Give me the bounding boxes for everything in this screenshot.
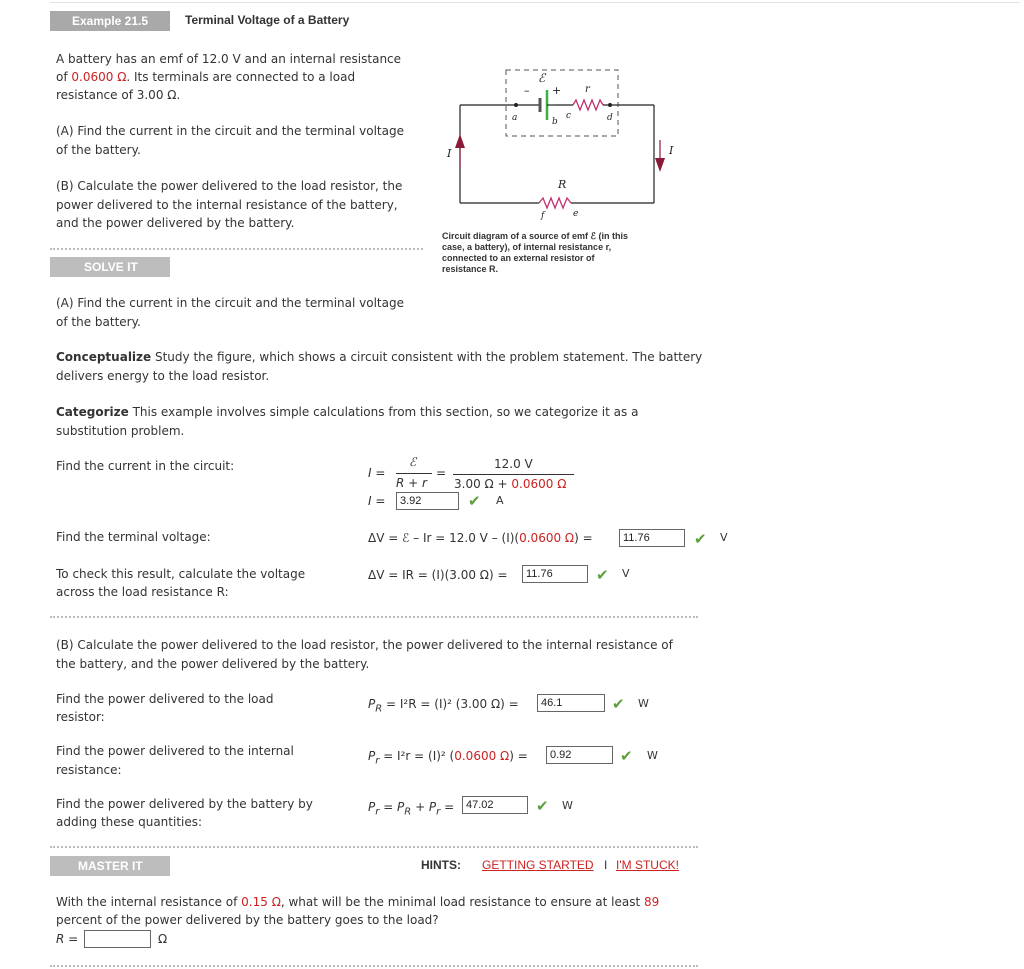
text: This example involves simple calculations from this section, so we categorize it as a — [128, 405, 639, 419]
master-it-label: MASTER IT — [50, 856, 170, 876]
terminal-unit: V — [720, 531, 728, 544]
categorize-line-2: substitution problem. — [56, 424, 185, 438]
question-b-line-1: (B) Calculate the power delivered to the load resistor, the — [56, 179, 403, 193]
circuit-diagram — [440, 60, 700, 230]
text: r — [436, 806, 441, 818]
categorize-line-1 — [56, 403, 638, 422]
text: 3.00 Ω + — [454, 477, 512, 491]
caption-line: case, a battery), of internal resistance r, — [442, 242, 612, 252]
question-b-line-2: power delivered to the internal resistance of the battery, — [56, 198, 398, 212]
check-icon: ✔ — [468, 492, 481, 510]
solve-qa-line-1: (A) Find the current in the circuit and the terminal voltage — [56, 296, 404, 310]
caption-line: resistance R. — [442, 264, 499, 274]
solve-qb-line-1: (B) Calculate the power delivered to the load resistor, the power delivered to the internal resistance of — [56, 638, 673, 652]
text: = — [440, 800, 455, 814]
eq-I: I = — [368, 466, 386, 480]
top-border — [50, 2, 1020, 3]
check-equation: ΔV = IR = (I)(3.00 Ω) = — [368, 568, 508, 582]
terminal-voltage-field[interactable]: 11.76 — [619, 529, 685, 547]
figure-caption — [442, 231, 628, 275]
text: ΔV = ℰ – Ir = 12.0 V – (I)( — [368, 531, 520, 545]
text: P — [368, 697, 376, 711]
problem-line-2 — [56, 68, 355, 87]
check-icon: ✔ — [612, 695, 625, 713]
question-b-line-3: and the power delivered by the battery. — [56, 216, 295, 230]
resistor-R — [539, 198, 571, 208]
text: = I²R = (I)² (3.00 Ω) = — [382, 697, 519, 711]
battery-power-equation — [368, 800, 454, 817]
text: = I²r = (I)² ( — [379, 749, 455, 763]
hint-im-stuck-link[interactable]: I'M STUCK! — [616, 858, 679, 872]
text: ) = — [574, 531, 593, 545]
text: ) = — [509, 749, 528, 763]
b-label: b — [552, 117, 558, 127]
e-label: e — [573, 209, 579, 219]
text: r — [375, 806, 380, 818]
eq-I-2: I = — [368, 494, 386, 508]
eq-equals: = — [436, 466, 447, 480]
master-r-input[interactable] — [84, 930, 151, 948]
terminal-equation — [368, 531, 593, 545]
categorize-heading: Categorize — [56, 405, 129, 419]
check-unit: V — [622, 567, 630, 580]
conceptualize-line-1 — [56, 348, 702, 367]
internal-power-field[interactable]: 0.92 — [546, 746, 613, 764]
battery-power-unit: W — [562, 799, 573, 812]
text: P — [368, 800, 376, 814]
check-icon: ✔ — [536, 797, 549, 815]
r-label: r — [585, 84, 590, 95]
fraction-2-num: 12.0 V — [494, 457, 533, 471]
conceptualize-line-2: delivers energy to the load resistor. — [56, 369, 270, 383]
solve-qa-line-2: of the battery. — [56, 315, 141, 329]
fraction-1-num: ℰ — [409, 455, 417, 469]
conceptualize-heading: Conceptualize — [56, 350, 152, 364]
text: 0.0600 Ω — [454, 749, 510, 763]
separator-dots — [50, 846, 698, 848]
text: , what will be the minimal load resistance to ensure at least — [280, 895, 644, 909]
fraction-2-bar — [453, 474, 574, 475]
fraction-2-den — [454, 477, 566, 491]
internal-power-equation — [368, 749, 528, 766]
check-voltage-field[interactable]: 11.76 — [522, 565, 588, 583]
text: 0.15 Ω — [241, 895, 281, 909]
internal-resistance-value: 0.0600 Ω — [71, 70, 127, 84]
text: + P — [411, 800, 437, 814]
check-icon: ✔ — [620, 747, 633, 765]
text: With the internal resistance of — [56, 895, 242, 909]
emf-label: ℰ — [538, 71, 546, 85]
caption-line: Circuit diagram of a source of emf ℰ (in this — [442, 231, 628, 241]
R-label: R — [558, 178, 567, 191]
master-question-line-1 — [56, 893, 659, 912]
internal-power-unit: W — [647, 749, 658, 762]
terminal-a — [514, 103, 518, 107]
solve-it-label: SOLVE IT — [50, 257, 170, 277]
internal-power-line-2: resistance: — [56, 763, 122, 777]
separator-dots — [50, 616, 698, 618]
text: r — [375, 755, 380, 767]
text: of — [56, 70, 72, 84]
d-label: d — [607, 113, 613, 123]
caption-line: connected to an external resistor of — [442, 253, 595, 263]
text: = P — [379, 800, 405, 814]
solve-qb-line-2: the battery, and the power delivered by the battery. — [56, 657, 370, 671]
text: P — [368, 749, 376, 763]
find-current-label: Find the current in the circuit: — [56, 459, 235, 473]
question-a-line-2: of the battery. — [56, 143, 141, 157]
text: Study the figure, which shows a circuit consistent with the problem statement. The battery — [151, 350, 703, 364]
c-label: c — [566, 111, 572, 121]
problem-line-1: A battery has an emf of 12.0 V and an internal resistance — [56, 52, 402, 66]
current-arrowhead-right — [655, 158, 665, 172]
resistor-r — [573, 100, 603, 110]
separator-dots — [50, 248, 423, 250]
find-terminal-label: Find the terminal voltage: — [56, 530, 211, 544]
a-label: a — [512, 113, 518, 123]
battery-power-line-2: adding these quantities: — [56, 815, 203, 829]
I-left-label: I — [447, 147, 452, 160]
text: R — [375, 703, 383, 715]
check-line-1: To check this result, calculate the voltage — [56, 567, 306, 581]
plus-label: + — [552, 84, 562, 97]
check-icon: ✔ — [596, 566, 609, 584]
load-power-field[interactable]: 46.1 — [537, 694, 605, 712]
example-label: Example 21.5 — [50, 11, 170, 31]
hints-label: HINTS: — [421, 858, 461, 872]
f-label: f — [541, 211, 545, 221]
I-right-label: I — [669, 144, 674, 157]
text: R — [404, 806, 412, 818]
separator-dots — [50, 965, 698, 967]
battery-power-field[interactable]: 47.02 — [462, 796, 528, 814]
hint-getting-started-link[interactable]: GETTING STARTED — [482, 858, 594, 872]
hint-separator: I — [604, 858, 608, 872]
fraction-1-den: R + r — [396, 476, 427, 490]
current-arrowhead-left — [455, 134, 465, 148]
question-a-line-1: (A) Find the current in the circuit and the terminal voltage — [56, 124, 404, 138]
battery-power-line-1: Find the power delivered by the battery by — [56, 797, 313, 811]
text: 0.0600 Ω — [511, 477, 567, 491]
load-power-line-1: Find the power delivered to the load — [56, 692, 274, 706]
terminal-d — [608, 103, 612, 107]
problem-line-3: resistance of 3.00 Ω. — [56, 88, 181, 102]
master-question-line-2: percent of the power delivered by the battery goes to the load? — [56, 913, 439, 927]
load-power-line-2: resistor: — [56, 710, 105, 724]
minus-label: – — [524, 84, 530, 97]
load-power-equation — [368, 697, 519, 714]
check-line-2: across the load resistance R: — [56, 585, 229, 599]
check-icon: ✔ — [694, 530, 707, 548]
current-unit: A — [496, 494, 504, 507]
page-title: Terminal Voltage of a Battery — [185, 13, 350, 27]
text: 89 — [644, 895, 660, 909]
text: . Its terminals are connected to a load — [126, 70, 356, 84]
master-r-label: R = — [56, 932, 79, 946]
load-power-unit: W — [638, 697, 649, 710]
internal-power-line-1: Find the power delivered to the internal — [56, 744, 294, 758]
text: 0.0600 Ω — [519, 531, 575, 545]
master-r-unit: Ω — [158, 932, 168, 946]
current-answer-field[interactable]: 3.92 — [396, 492, 459, 510]
fraction-1-bar — [396, 473, 432, 474]
